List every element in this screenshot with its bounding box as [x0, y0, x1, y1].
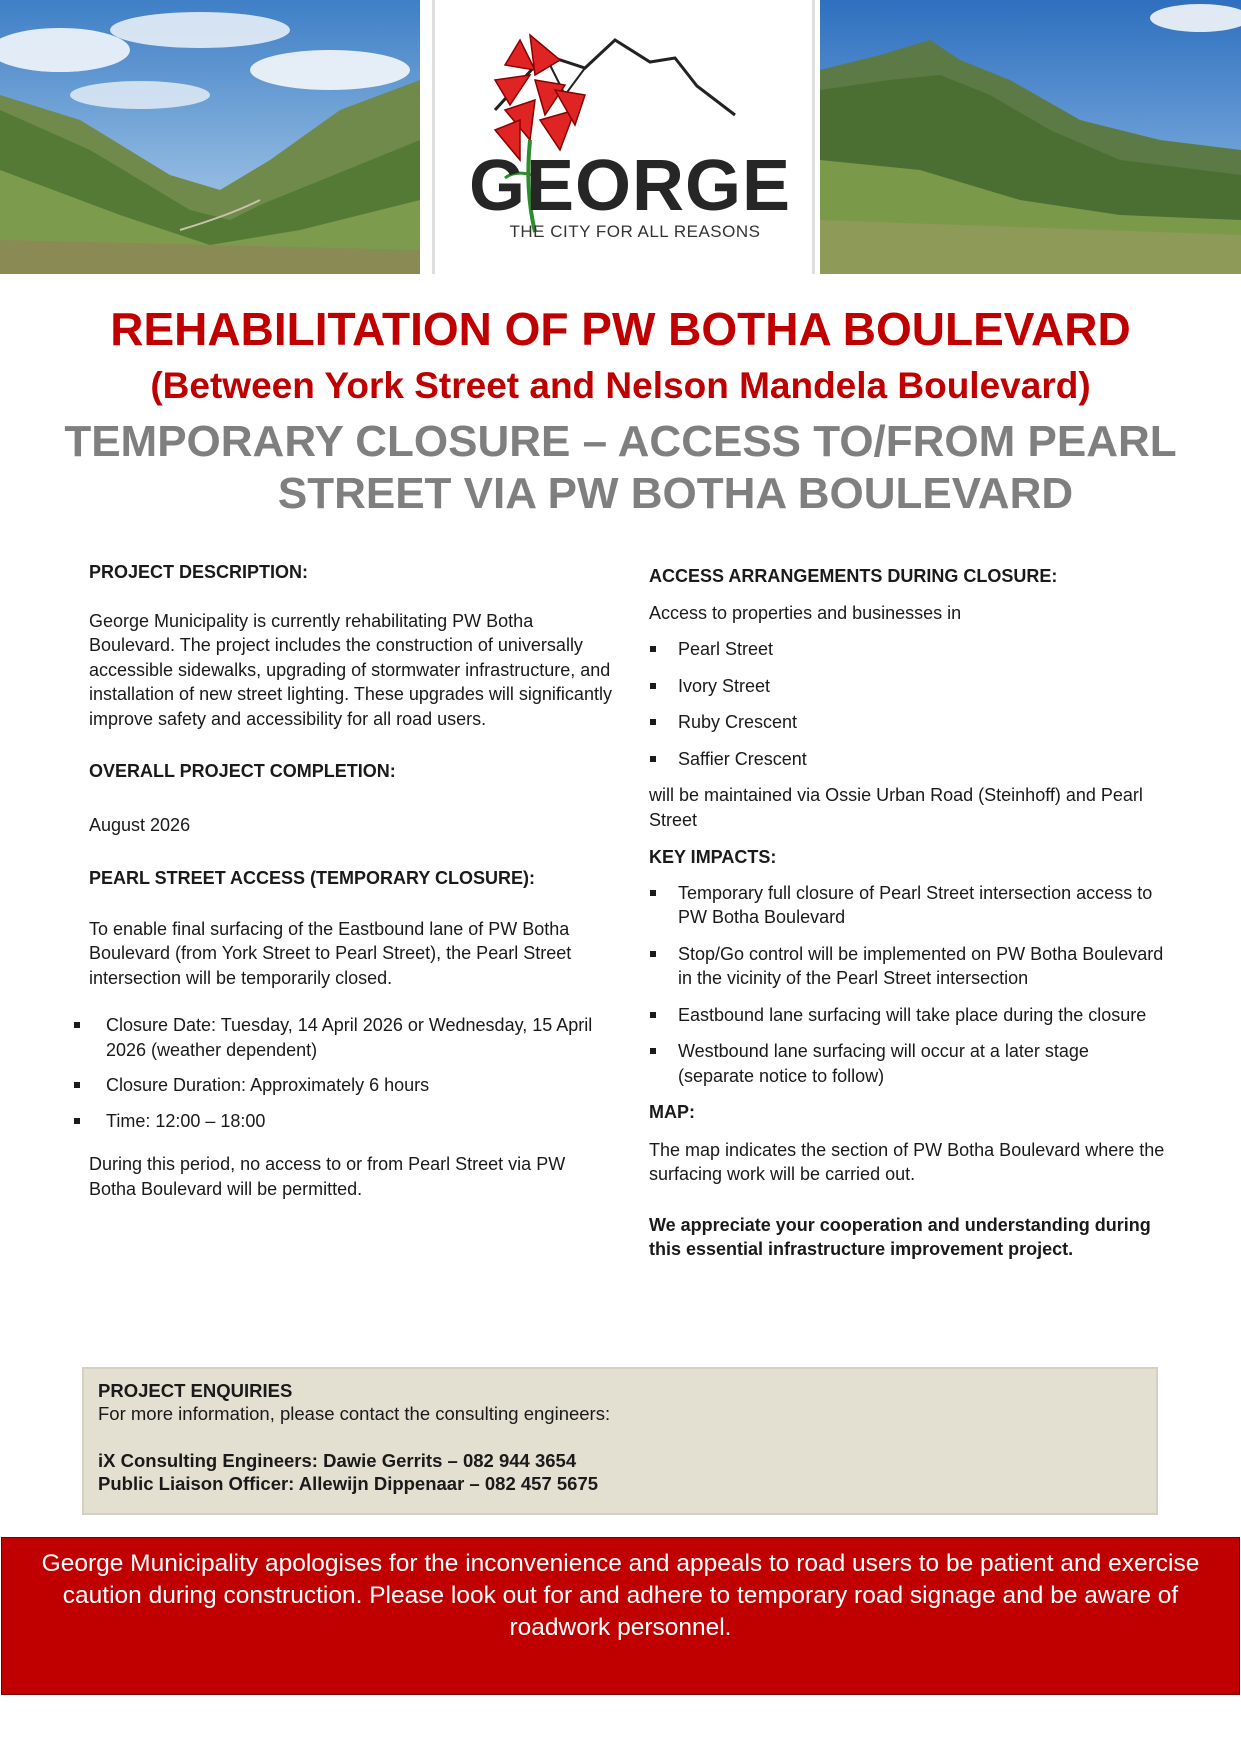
list-item: Saffier Crescent — [649, 747, 1169, 772]
enquiries-heading: PROJECT ENQUIRIES — [98, 1380, 293, 1401]
logo-wordmark: GEORGE — [468, 146, 792, 226]
closure-title-line-1: TEMPORARY CLOSURE – ACCESS TO/FROM PEARL — [64, 417, 1177, 466]
list-item: Temporary full closure of Pearl Street intersection access to PW Botha Boulevard — [649, 881, 1169, 930]
liaison-contact: Public Liaison Officer: Allewijn Dippenaar – 082 457 5675 — [98, 1473, 599, 1494]
logo-tagline: THE CITY FOR ALL REASONS — [509, 222, 761, 241]
footer-notice — [1, 1537, 1240, 1695]
map-text: The map indicates the section of PW Botha Boulevard where the surfacing work will be carried out. — [649, 1139, 1165, 1184]
pearl-street-heading: PEARL STREET ACCESS (TEMPORARY CLOSURE): — [89, 868, 536, 888]
list-item: Westbound lane surfacing will occur at a later stage (separate notice to follow) — [649, 1039, 1169, 1088]
subtitle: (Between York Street and Nelson Mandela Boulevard) — [150, 365, 1091, 406]
access-arrangements-heading: ACCESS ARRANGEMENTS DURING CLOSURE: — [649, 566, 1058, 586]
no-access-text: During this period, no access to or from Pearl Street via PW Botha Boulevard will be permitted. — [89, 1154, 566, 1199]
key-impacts-heading: KEY IMPACTS: — [649, 847, 777, 867]
header-banner — [0, 0, 1241, 274]
closure-title-line-2: STREET VIA PW BOTHA BOULEVARD — [277, 469, 1074, 518]
list-item: Stop/Go control will be implemented on PW Botha Boulevard in the vicinity of the Pearl Street intersection — [649, 942, 1169, 991]
project-description-heading: PROJECT DESCRIPTION: — [89, 562, 309, 582]
access-intro: Access to properties and businesses in — [649, 602, 962, 623]
project-description-text: George Municipality is currently rehabilitating PW Botha Boulevard. The project includes the construction of universally accessible sidewalks, upgrading of stormwater infrastructure, and installation of new street lighting. These upgrades will significantly improve safety and accessibility for all road users. — [89, 610, 612, 729]
list-item: Ruby Crescent — [649, 710, 1169, 735]
list-item: Closure Date: Tuesday, 14 April 2026 or Wednesday, 15 April 2026 (weather dependent) — [73, 1013, 614, 1062]
title-block — [0, 298, 1241, 520]
right-column — [649, 564, 1169, 1262]
project-enquiries-box — [82, 1367, 1158, 1515]
mountain-peak-photo — [820, 0, 1241, 274]
george-logo — [432, 0, 815, 274]
main-title: REHABILITATION OF PW BOTHA BOULEVARD — [110, 303, 1131, 355]
pearl-street-text: To enable final surfacing of the Eastbound lane of PW Botha Boulevard (from York Street to Pearl Street), the Pearl Street intersection will be temporarily closed. — [89, 918, 572, 988]
impacts-list — [649, 881, 1169, 1089]
completion-date: August 2026 — [89, 814, 191, 835]
streets-list — [649, 637, 1169, 771]
mountain-valley-photo — [0, 0, 420, 274]
closure-details-list — [73, 1013, 614, 1133]
enquiries-intro: For more information, please contact the consulting engineers: — [98, 1403, 611, 1424]
completion-heading: OVERALL PROJECT COMPLETION: — [89, 761, 396, 781]
footer-text: George Municipality apologises for the inconvenience and appeals to road users to be patient and exercise caution during construction. Please look out for and adhere to temporary road signage and be aware of roadwork personnel. — [41, 1550, 1200, 1641]
appreciation-text: We appreciate your cooperation and understanding during this essential infrastructure improvement project. — [649, 1214, 1151, 1259]
left-column — [89, 560, 614, 1201]
list-item: Time: 12:00 – 18:00 — [73, 1109, 614, 1134]
engineer-contact: iX Consulting Engineers: Dawie Gerrits – 082 944 3654 — [98, 1450, 577, 1471]
list-item: Eastbound lane surfacing will take place during the closure — [649, 1003, 1169, 1028]
access-outro: will be maintained via Ossie Urban Road (Steinhoff) and Pearl Street — [649, 785, 1143, 830]
list-item: Pearl Street — [649, 637, 1169, 662]
list-item: Ivory Street — [649, 674, 1169, 699]
map-heading: MAP: — [649, 1102, 695, 1122]
list-item: Closure Duration: Approximately 6 hours — [73, 1073, 614, 1098]
